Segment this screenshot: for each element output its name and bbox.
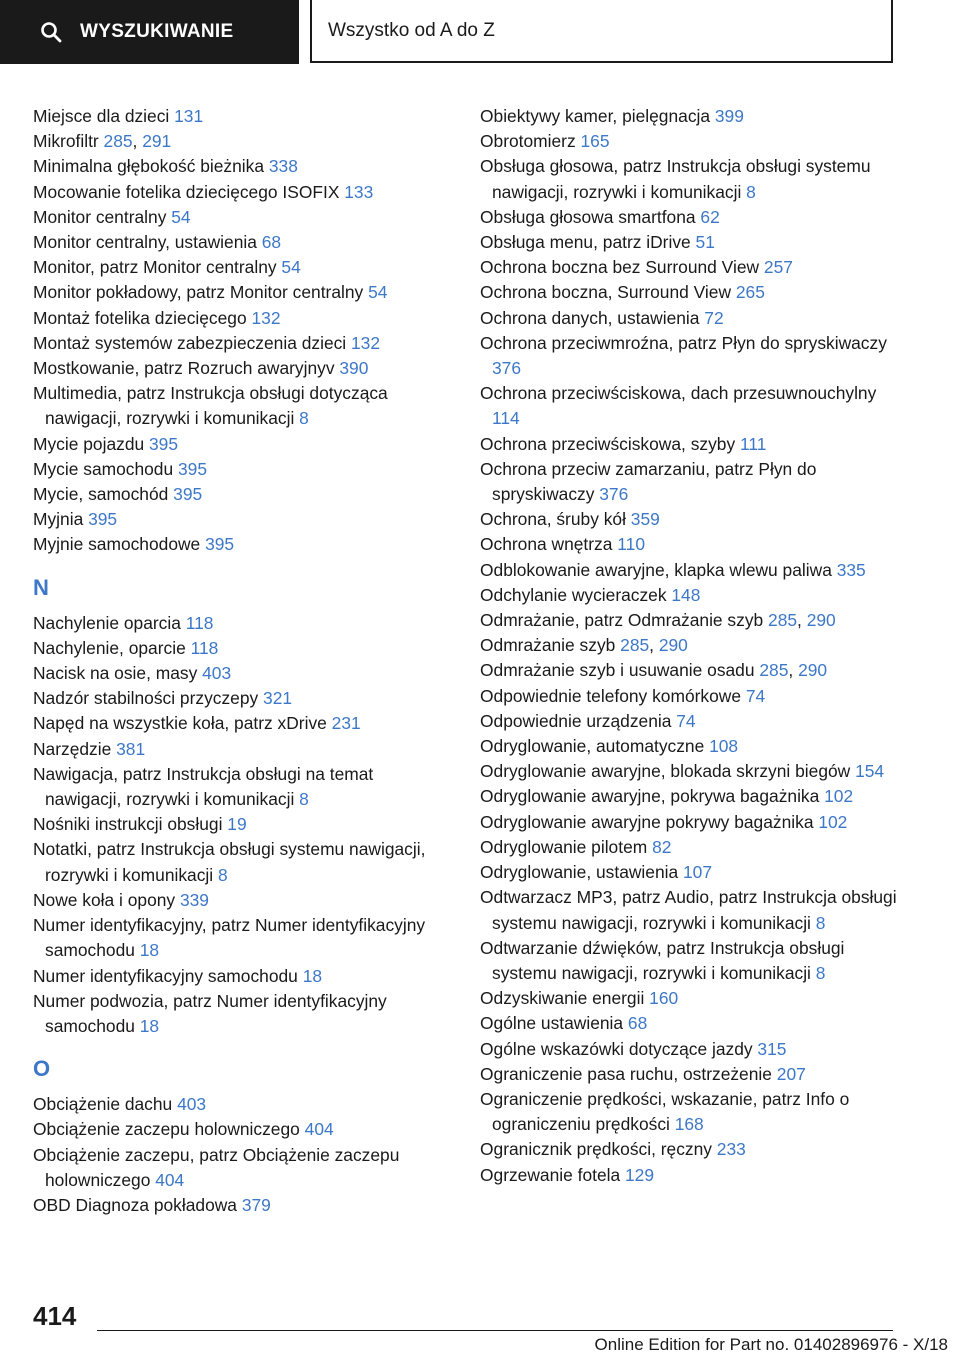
page-link[interactable]: 131 <box>174 106 204 126</box>
page-link[interactable]: 285 <box>103 131 133 152</box>
entry-text: Odmrażanie szyb i usuwanie osadu <box>480 660 760 681</box>
entry-text: Ochrona boczna, Surround View <box>480 282 736 303</box>
index-entry: Mikrofiltr 285, 291 <box>33 131 172 152</box>
index-entry <box>33 1092 453 1117</box>
index-entry <box>480 759 900 784</box>
index-entry <box>33 989 453 1039</box>
page-link[interactable]: 395 <box>205 534 235 555</box>
index-entry <box>33 812 453 837</box>
page-link[interactable]: 51 <box>695 232 715 253</box>
index-entry <box>33 611 453 636</box>
index-entry <box>480 936 900 986</box>
index-column-right <box>480 104 900 1188</box>
index-entry <box>33 306 453 331</box>
page-link[interactable]: 8 <box>299 789 309 810</box>
index-column-left <box>33 104 453 1218</box>
index-entry <box>480 255 900 280</box>
page-link[interactable]: 154 <box>855 761 885 782</box>
page-link[interactable]: 110 <box>617 534 645 555</box>
page-link[interactable]: 160 <box>649 988 679 1009</box>
page-link[interactable]: 315 <box>757 1038 787 1059</box>
index-entry <box>480 885 900 935</box>
page-link[interactable]: 8 <box>815 962 826 983</box>
entry-text: Ograniczenie prędkości, wskazanie, patrz Info o ograniczeniu prędkości <box>480 1088 850 1135</box>
page-link[interactable]: 114 <box>492 408 520 429</box>
page-link[interactable]: 285 <box>759 660 789 681</box>
index-entry: Odmrażanie szyb 285, 290 <box>480 635 688 656</box>
page-link[interactable]: 395 <box>173 484 203 505</box>
page-link[interactable]: 68 <box>261 232 282 253</box>
section-title: Wszystko od A do Z <box>328 19 495 41</box>
entry-text: Mycie, samochód <box>33 484 174 505</box>
index-entry <box>480 1037 900 1062</box>
entry-text: Monitor, patrz Monitor centralny <box>33 257 282 278</box>
page-link[interactable]: 18 <box>139 1015 160 1036</box>
page-link[interactable]: 107 <box>683 862 713 883</box>
index-entry <box>33 913 453 963</box>
index-entry: Odmrażanie, patrz Odmrażanie szyb 285, 290 <box>480 610 836 631</box>
page-link[interactable]: 102 <box>824 786 854 807</box>
entry-text: Odpowiednie telefony komórkowe <box>480 685 746 706</box>
index-entry <box>480 784 900 809</box>
index-entry <box>480 1062 900 1087</box>
page-link[interactable]: 403 <box>202 663 232 684</box>
index-entry <box>33 482 453 507</box>
index-entry <box>33 762 453 812</box>
page-link[interactable]: 233 <box>716 1139 746 1160</box>
index-entry <box>33 205 453 230</box>
entry-text: Ograniczenie pasa ruchu, ostrzeżenie <box>480 1063 777 1084</box>
page-link[interactable]: 8 <box>746 181 756 202</box>
index-entry <box>480 129 900 154</box>
entry-text: Obiektywy kamer, pielęgnacja <box>480 106 715 126</box>
index-entry <box>33 280 453 305</box>
page-link[interactable]: 290 <box>658 635 688 656</box>
entry-text: Obciążenie zaczepu, patrz Obciążenie zaczepu holowniczego <box>33 1144 400 1190</box>
entry-text: Ochrona, śruby kół <box>480 509 631 530</box>
page-link[interactable]: 395 <box>177 458 207 479</box>
entry-text: Ogólne ustawienia <box>480 1013 628 1034</box>
entry-text: Obsługa głosowa smartfona <box>480 206 701 227</box>
index-entry <box>480 810 900 835</box>
index-entry <box>33 686 453 711</box>
index-entry <box>480 734 900 759</box>
search-label: WYSZUKIWANIE <box>80 21 234 42</box>
entry-text: Odblokowanie awaryjne, klapka wlewu paliwa <box>480 559 837 580</box>
page-link[interactable]: 54 <box>368 282 388 303</box>
index-entry <box>33 331 453 356</box>
index-entry <box>33 636 453 661</box>
page-link[interactable]: 381 <box>116 738 146 759</box>
index-entry <box>480 558 900 583</box>
index-entry <box>33 104 453 129</box>
entry-text: Odchylanie wycieraczek <box>480 584 672 605</box>
entry-text: Obciążenie zaczepu holowniczego <box>33 1119 305 1140</box>
entry-text: Odryglowanie awaryjne pokrywy bagażnika <box>480 811 819 832</box>
page-link[interactable]: 404 <box>155 1169 185 1190</box>
page-link[interactable]: 290 <box>806 610 836 631</box>
index-entry <box>33 154 453 179</box>
index-entry <box>480 230 900 255</box>
page-link[interactable]: 290 <box>798 660 828 681</box>
index-entry <box>33 1117 453 1142</box>
entry-text: Odmrażanie, patrz Odmrażanie szyb <box>480 610 769 631</box>
page-link[interactable]: 165 <box>580 131 610 152</box>
entry-text: Nachylenie oparcia <box>33 612 186 633</box>
entry-text: Odtwarzacz MP3, patrz Audio, patrz Instrukcja obsługi systemu nawigacji, rozrywki i komunikacji <box>480 887 897 933</box>
index-entry <box>33 888 453 913</box>
section-title-box <box>310 0 893 63</box>
entry-text: Mycie pojazdu <box>33 433 149 454</box>
entry-text: Miejsce dla dzieci <box>33 106 175 126</box>
page-link[interactable]: 359 <box>630 509 660 530</box>
index-entry <box>33 457 453 482</box>
page-link[interactable]: 54 <box>171 206 191 227</box>
index-entry <box>480 507 900 532</box>
page-link[interactable]: 231 <box>331 713 361 734</box>
page-link[interactable]: 102 <box>818 811 848 832</box>
page-link[interactable]: 8 <box>815 912 826 933</box>
entry-text: Mikrofiltr <box>33 131 104 152</box>
index-entry <box>480 306 900 331</box>
page-link[interactable]: 108 <box>709 736 739 757</box>
entry-text: Ochrona przeciwmroźna, patrz Płyn do spryskiwaczy <box>480 332 887 353</box>
page-link[interactable]: 291 <box>142 131 172 152</box>
entry-text: Odryglowanie awaryjne, pokrywa bagażnika <box>480 786 825 807</box>
page-link[interactable]: 132 <box>351 332 381 353</box>
page-link[interactable]: 168 <box>674 1114 704 1135</box>
page-link[interactable]: 18 <box>302 965 323 986</box>
entry-text: Odryglowanie, ustawienia <box>480 862 683 883</box>
entry-text: Mocowanie fotelika dziecięcego ISOFIX <box>33 181 345 202</box>
index-entry <box>33 737 453 762</box>
footer-text: Online Edition for Part no. 01402896976 - X/18 <box>594 1335 948 1354</box>
entry-text: Obciążenie dachu <box>33 1094 178 1115</box>
entry-text: Numer identyfikacyjny, patrz Numer identyfikacyjny samochodu <box>33 915 426 961</box>
index-entry <box>480 381 900 431</box>
index-entry <box>480 835 900 860</box>
search-icon <box>40 21 62 43</box>
page-link[interactable]: 338 <box>268 156 298 177</box>
entry-text: Odryglowanie awaryjne, blokada skrzyni biegów <box>480 761 856 782</box>
index-entry <box>33 711 453 736</box>
page-link[interactable]: 62 <box>700 206 720 227</box>
index-entry <box>480 860 900 885</box>
page-link[interactable]: 207 <box>776 1063 806 1084</box>
index-entry <box>33 507 453 532</box>
page-link[interactable]: 399 <box>714 106 744 126</box>
entry-text: Obrotomierz <box>480 131 581 152</box>
page-link[interactable]: 285 <box>620 635 650 656</box>
page-link[interactable]: 376 <box>599 484 629 505</box>
index-entry <box>480 1087 900 1137</box>
entry-text: Myjnie samochodowe <box>33 534 206 555</box>
entry-text: Ogranicznik prędkości, ręczny <box>480 1139 717 1160</box>
page-link[interactable]: 118 <box>190 637 219 658</box>
section-letter: O <box>33 1056 51 1082</box>
entry-text: Mycie samochodu <box>33 458 178 479</box>
index-entry <box>33 180 453 205</box>
entry-text: Ochrona boczna bez Surround View <box>480 257 764 278</box>
index-entry <box>33 964 453 989</box>
entry-text: Nachylenie, oparcie <box>33 637 191 658</box>
page-link[interactable]: 129 <box>625 1164 655 1185</box>
index-entry <box>480 1163 900 1188</box>
entry-text: Multimedia, patrz Instrukcja obsługi dotycząca nawigacji, rozrywki i komunikacji <box>33 383 388 429</box>
entry-text: Ochrona przeciwściskowa, dach przesuwnouchylny <box>480 383 877 404</box>
index-entry <box>480 104 900 129</box>
entry-text: Nowe koła i opony <box>33 889 180 910</box>
index-entry <box>480 1137 900 1162</box>
entry-text: Notatki, patrz Instrukcja obsługi systemu nawigacji, rozrywki i komunikacji <box>33 839 426 885</box>
page-link[interactable]: 18 <box>139 940 160 961</box>
index-entry <box>480 331 900 381</box>
index-entry <box>33 255 453 280</box>
page-link[interactable]: 72 <box>704 307 724 328</box>
entry-text: Nawigacja, patrz Instrukcja obsługi na temat nawigacji, rozrywki i komunikacji <box>33 763 374 810</box>
entry-text: Obsługa menu, patrz iDrive <box>480 232 696 253</box>
page-link[interactable]: 285 <box>768 610 798 631</box>
entry-text: Numer podwozia, patrz Numer identyfikacyjny samochodu <box>33 990 387 1036</box>
entry-text: Mostkowanie, patrz Rozruch awaryjnyv <box>33 358 340 379</box>
entry-text: Odtwarzanie dźwięków, patrz Instrukcja obsługi systemu nawigacji, rozrywki i komunikacji <box>480 937 845 983</box>
entry-text: Monitor pokładowy, patrz Monitor centralny <box>33 282 369 303</box>
page-link[interactable]: 132 <box>251 307 281 328</box>
index-entry <box>480 205 900 230</box>
page-link[interactable]: 376 <box>492 358 522 379</box>
index-entry <box>480 532 900 557</box>
entry-text: Numer identyfikacyjny samochodu <box>33 965 303 986</box>
entry-text: Ochrona danych, ustawienia <box>480 307 705 328</box>
index-entry <box>480 280 900 305</box>
entry-text: Myjnia <box>33 509 89 530</box>
entry-text: Odmrażanie szyb <box>480 635 621 656</box>
index-entry <box>33 356 453 381</box>
index-entry <box>33 1143 453 1193</box>
page-link[interactable]: 403 <box>177 1094 207 1115</box>
section-letter: N <box>33 574 49 600</box>
index-entry <box>33 230 453 255</box>
index-entry <box>33 661 453 686</box>
page-link[interactable]: 54 <box>281 257 301 278</box>
index-entry <box>33 837 453 887</box>
page-link[interactable]: 8 <box>299 408 309 429</box>
page-link[interactable]: 404 <box>304 1119 334 1140</box>
page-link[interactable]: 395 <box>149 433 179 454</box>
entry-text: Ochrona przeciw zamarzaniu, patrz Płyn do spryskiwaczy <box>480 458 817 505</box>
page-link[interactable]: 74 <box>745 685 766 706</box>
page-link[interactable]: 395 <box>88 509 118 530</box>
footer-rule <box>97 1330 893 1331</box>
page-link[interactable]: 8 <box>217 864 228 885</box>
entry-text: Narzędzie <box>33 738 117 759</box>
entry-text: Obsługa głosowa, patrz Instrukcja obsługi systemu nawigacji, rozrywki i komunikacji <box>480 156 871 202</box>
index-entry <box>480 583 900 608</box>
entry-text: Nośniki instrukcji obsługi <box>33 814 228 835</box>
index-entry <box>480 684 900 709</box>
entry-text: Napęd na wszystkie koła, patrz xDrive <box>33 713 332 734</box>
page-link[interactable]: 339 <box>179 889 209 910</box>
page-link[interactable]: 321 <box>263 688 293 709</box>
entry-text: Nacisk na osie, masy <box>33 663 203 684</box>
entry-text: Odzyskiwanie energii <box>480 988 650 1009</box>
entry-text: Odryglowanie, automatyczne <box>480 736 710 757</box>
page-number: 414 <box>33 1301 77 1331</box>
page-link[interactable]: 335 <box>836 559 866 580</box>
page-link[interactable]: 133 <box>344 181 374 202</box>
index-entry <box>33 432 453 457</box>
entry-text: Montaż systemów zabezpieczenia dzieci <box>33 332 352 353</box>
page-link[interactable]: 265 <box>735 282 765 303</box>
index-entry <box>33 532 453 557</box>
header <box>0 0 960 66</box>
page-link[interactable]: 379 <box>241 1194 271 1215</box>
page-link[interactable]: 118 <box>185 612 214 633</box>
entry-text: Ogrzewanie fotela <box>480 1164 626 1185</box>
index-entry <box>33 381 453 431</box>
page-link[interactable]: 390 <box>339 358 369 379</box>
entry-text: Odpowiednie urządzenia <box>480 710 677 731</box>
entry-text: Nadzór stabilności przyczepy <box>33 688 264 709</box>
page-link[interactable]: 74 <box>676 710 696 731</box>
entry-text: Montaż fotelika dziecięcego <box>33 307 252 328</box>
page-link[interactable]: 68 <box>627 1013 648 1034</box>
index-entry <box>480 154 900 204</box>
search-button[interactable] <box>0 0 299 64</box>
index-entry <box>480 1011 900 1036</box>
page-link[interactable]: 257 <box>763 257 793 278</box>
index-entry <box>480 457 900 507</box>
page-link[interactable]: 19 <box>227 814 247 835</box>
index-entry: Odmrażanie szyb i usuwanie osadu 285, 290 <box>480 660 828 681</box>
page-link[interactable]: 82 <box>652 836 672 857</box>
entry-text: Ogólne wskazówki dotyczące jazdy <box>480 1038 758 1059</box>
page-link[interactable]: 111 <box>739 433 767 454</box>
index-entry <box>480 432 900 457</box>
entry-text: Monitor centralny, ustawienia <box>33 232 262 253</box>
entry-text: Monitor centralny <box>33 206 172 227</box>
entry-text: OBD Diagnoza pokładowa <box>33 1194 242 1215</box>
index-entry <box>480 986 900 1011</box>
entry-text: Minimalna głębokość bieżnika <box>33 156 269 177</box>
entry-text: Odryglowanie pilotem <box>480 836 653 857</box>
index-entry <box>33 1193 453 1218</box>
index-entry <box>480 709 900 734</box>
entry-text: Ochrona wnętrza <box>480 534 618 555</box>
entry-text: Ochrona przeciwściskowa, szyby <box>480 433 740 454</box>
page-link[interactable]: 148 <box>671 584 701 605</box>
